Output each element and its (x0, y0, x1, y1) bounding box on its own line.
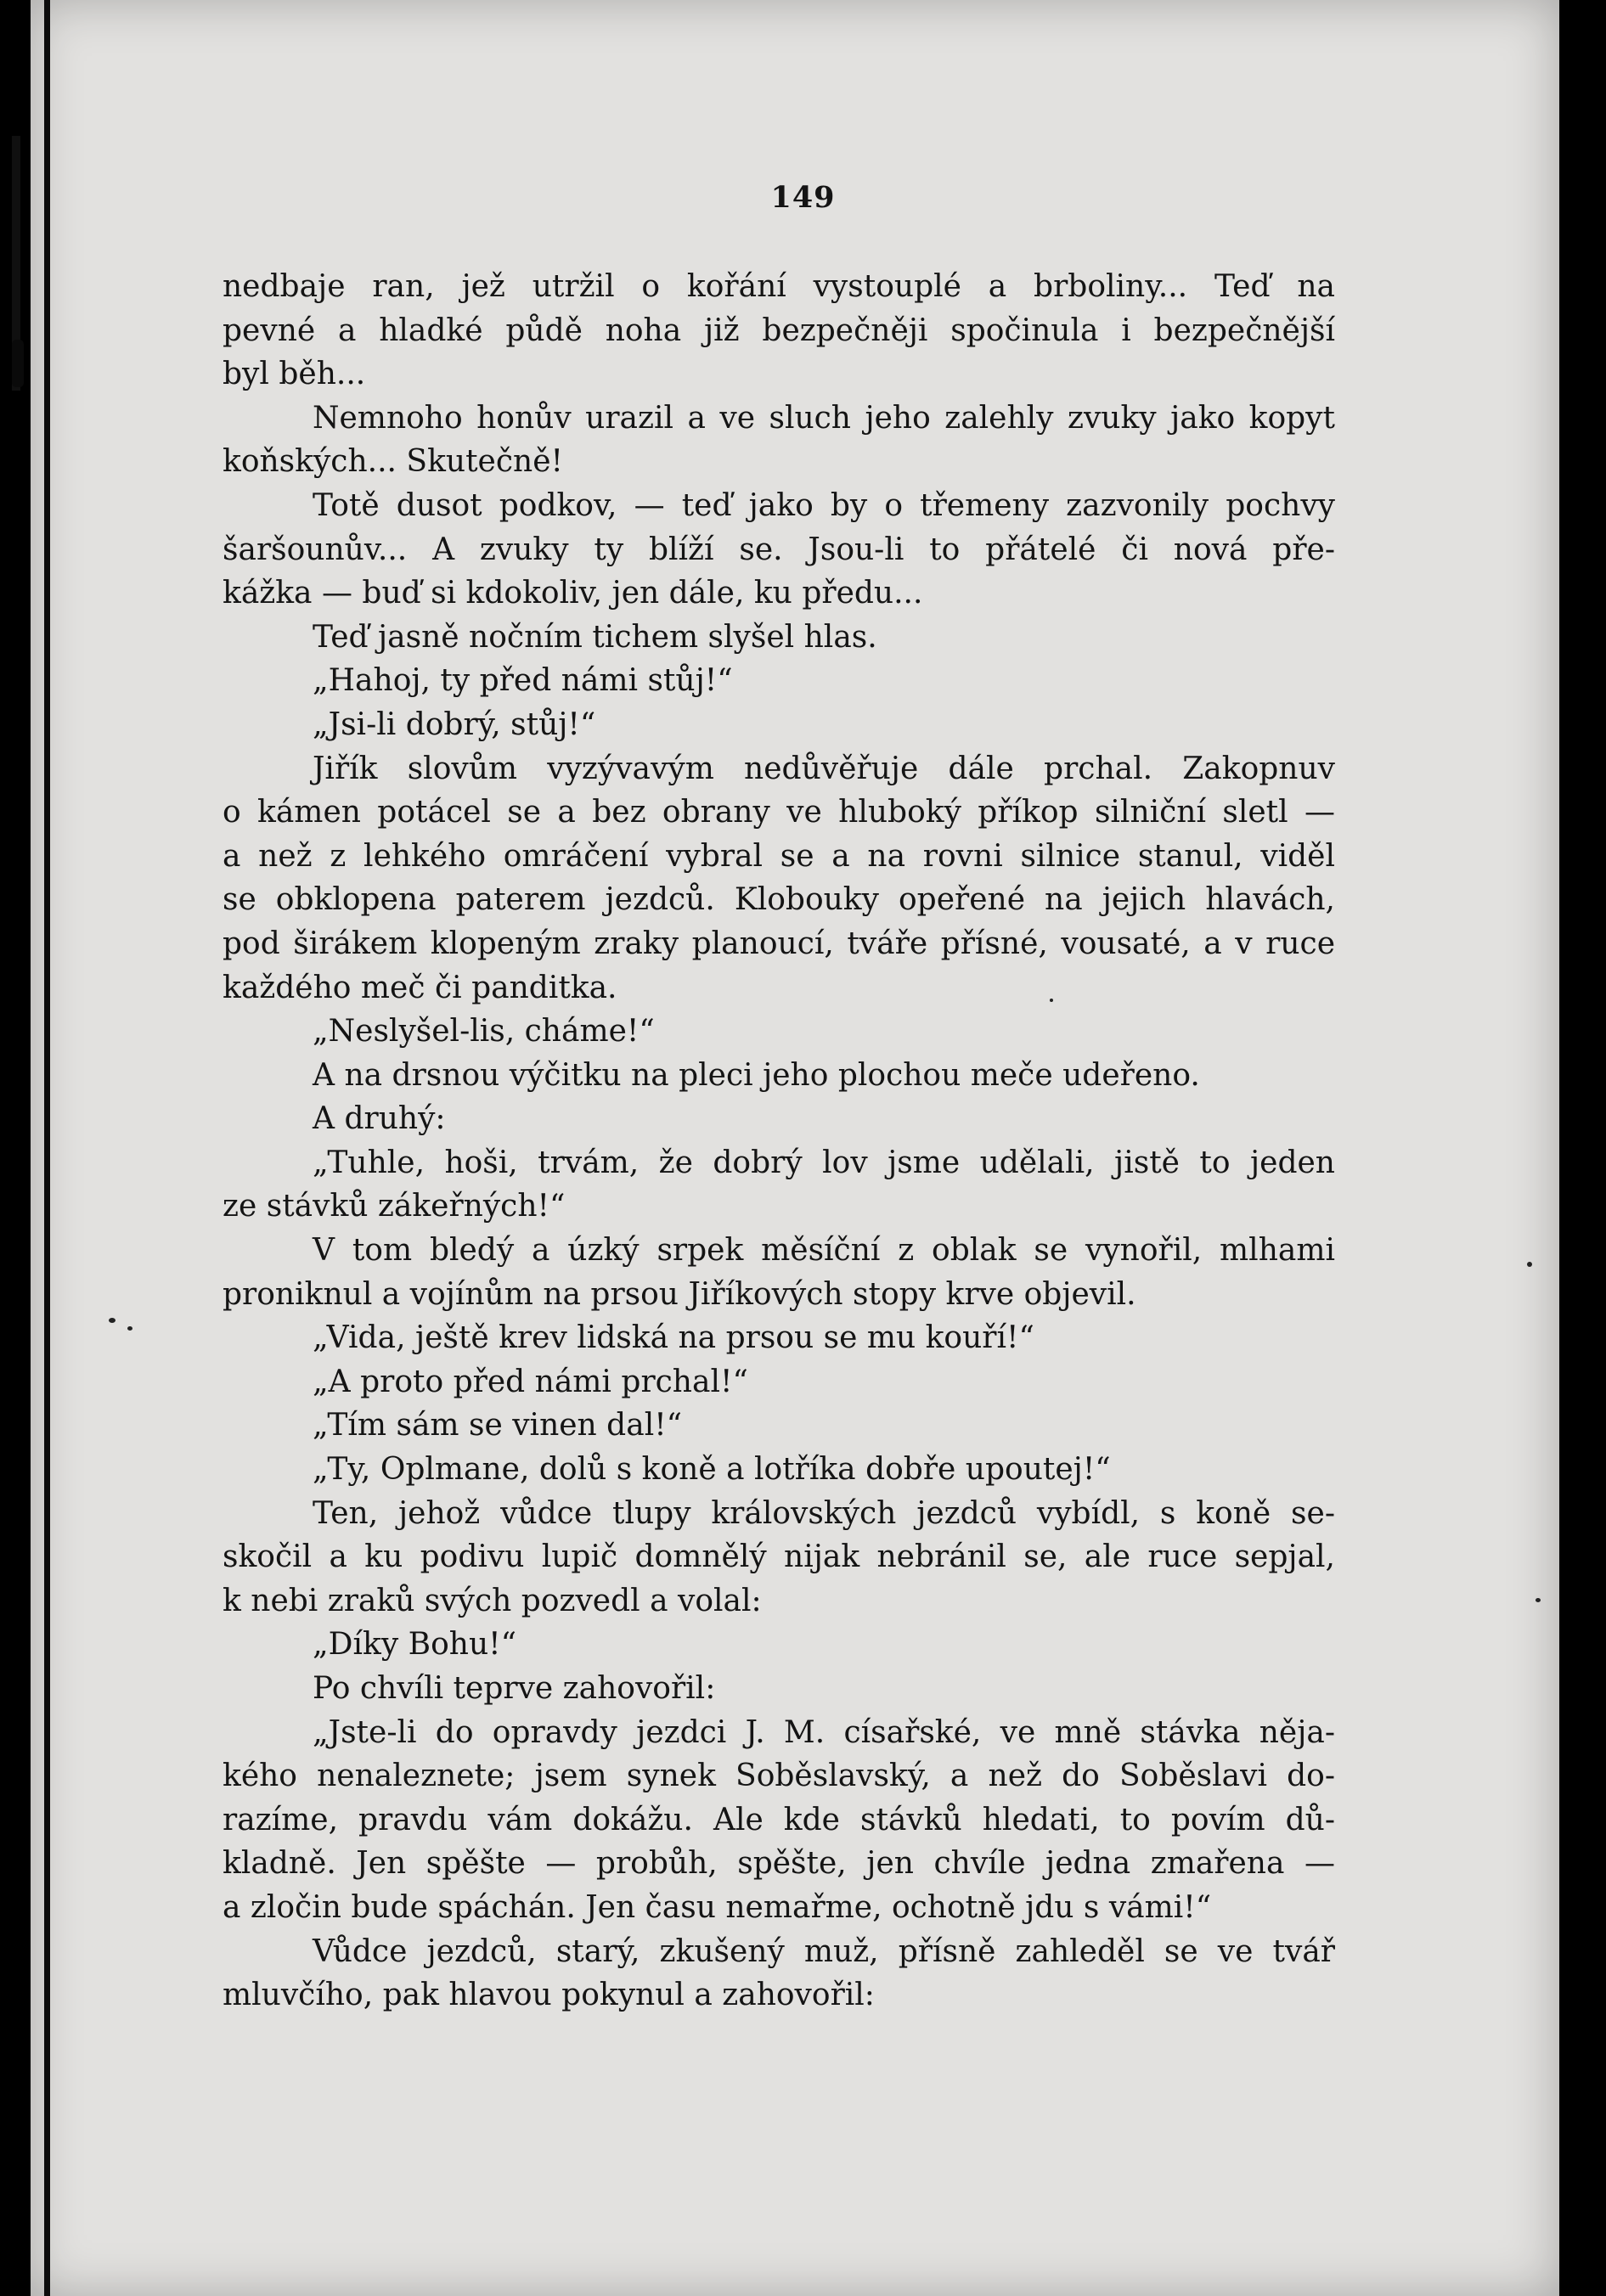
text-line: „Vida, ještě krev lidská na prsou se mu kouří!“ (313, 1320, 1034, 1356)
text-line: Teď jasně nočním tichem slyšel hlas. (313, 619, 877, 655)
text-line: koňských... Skutečně! (223, 444, 563, 480)
print-speck (127, 1326, 132, 1331)
text-line: skočil a ku podivu lupič domnělý nijak nebránil se, ale ruce sepjal, (223, 1539, 1335, 1575)
text-line: kého nenaleznete; jsem synek Soběslavský, a než do Soběslavi do- (223, 1759, 1335, 1794)
text-line: o kámen potácel se a bez obrany ve hluboký příkop silniční sletl — (223, 795, 1335, 830)
text-line: ze stávků zákeřných!“ (223, 1189, 566, 1224)
print-speck (1536, 1598, 1541, 1602)
text-line: razíme, pravdu vám dokážu. Ale kde stávků hledati, to povím dů- (223, 1802, 1335, 1837)
page-number: 149 (770, 180, 836, 215)
binding-mark (12, 340, 24, 387)
text-line: byl běh... (223, 357, 366, 392)
text-line: Nemnoho honův urazil a ve sluch jeho zalehly zvuky jako kopyt (313, 400, 1335, 436)
text-line: V tom bledý a úzký srpek měsíční z oblak se vynořil, mlhami (313, 1233, 1335, 1269)
text-line: „A proto před námi prchal!“ (313, 1364, 748, 1399)
text-line: se obklopena paterem jezdců. Klobouky opeřené na jejich hlavách, (223, 882, 1335, 918)
text-line: každého meč či panditka. (223, 970, 617, 1005)
binding-gutter-line (44, 0, 50, 2296)
text-line: „Neslyšel-lis, cháme!“ (313, 1014, 655, 1050)
text-line: „Díky Bohu!“ (313, 1627, 516, 1663)
text-line: kladně. Jen spěšte — probůh, spěšte, jen chvíle jedna zmařena — (223, 1846, 1335, 1882)
text-line: A na drsnou výčitku na pleci jeho plochou meče udeřeno. (313, 1057, 1200, 1093)
text-line: „Ty, Oplmane, dolů s koně a lotříka dobře upoutej!“ (313, 1452, 1111, 1488)
text-line: proniknul a vojínům na prsou Jiříkových stopy krve objevil. (223, 1276, 1136, 1312)
text-line: šaršounův... A zvuky ty blíží se. Jsou-li to přátelé či nová pře- (223, 532, 1335, 567)
text-line: „Jsi-li dobrý, stůj!“ (313, 706, 596, 742)
text-line: Po chvíli teprve zahovořil: (313, 1671, 716, 1706)
text-line: pod širákem klopeným zraky planoucí, tváře přísné, vousaté, a v ruce (223, 926, 1335, 961)
text-line: k nebi zraků svých pozvedl a volal: (223, 1583, 762, 1618)
text-line: „Jste-li do opravdy jezdci J. M. císařské, ve mně stávka něja- (313, 1714, 1335, 1750)
text-line: a zločin bude spáchán. Jen času nemařme, ochotně jdu s vámi!“ (223, 1889, 1212, 1925)
text-line: Totě dusot podkov, — teď jako by o třemeny zazvonily pochvy (313, 487, 1335, 523)
text-line: Vůdce jezdců, starý, zkušený muž, přísně zahleděl se ve tvář (313, 1933, 1335, 1969)
text-line: „Tuhle, hoši, trvám, že dobrý lov jsme udělali, jistě to jeden (313, 1145, 1335, 1180)
text-line: Jiřík slovům vyzývavým nedůvěřuje dále prchal. Zakopnuv (313, 751, 1335, 786)
text-line: nedbaje ran, jež utržil o kořání vystouplé a brboliny... Teď na (223, 269, 1335, 304)
text-line: mluvčího, pak hlavou pokynul a zahovořil: (223, 1978, 875, 2013)
text-line: „Hahoj, ty před námi stůj!“ (313, 663, 733, 699)
text-line: pevné a hladké půdě noha již bezpečněji spočinula i bezpečnější (223, 312, 1335, 348)
text-line: kážka — buď si kdokoliv, jen dále, ku předu... (223, 576, 923, 611)
text-line: a než z lehkého omráčení vybral se a na rovni silnice stanul, viděl (223, 838, 1335, 874)
text-line: „Tím sám se vinen dal!“ (313, 1408, 683, 1443)
print-speck (109, 1318, 116, 1323)
text-line: A druhý: (313, 1101, 446, 1137)
text-line: Ten, jehož vůdce tlupy královských jezdců vybídl, s koně se- (313, 1495, 1335, 1531)
print-speck (1527, 1262, 1532, 1267)
body-text (223, 265, 1335, 2017)
